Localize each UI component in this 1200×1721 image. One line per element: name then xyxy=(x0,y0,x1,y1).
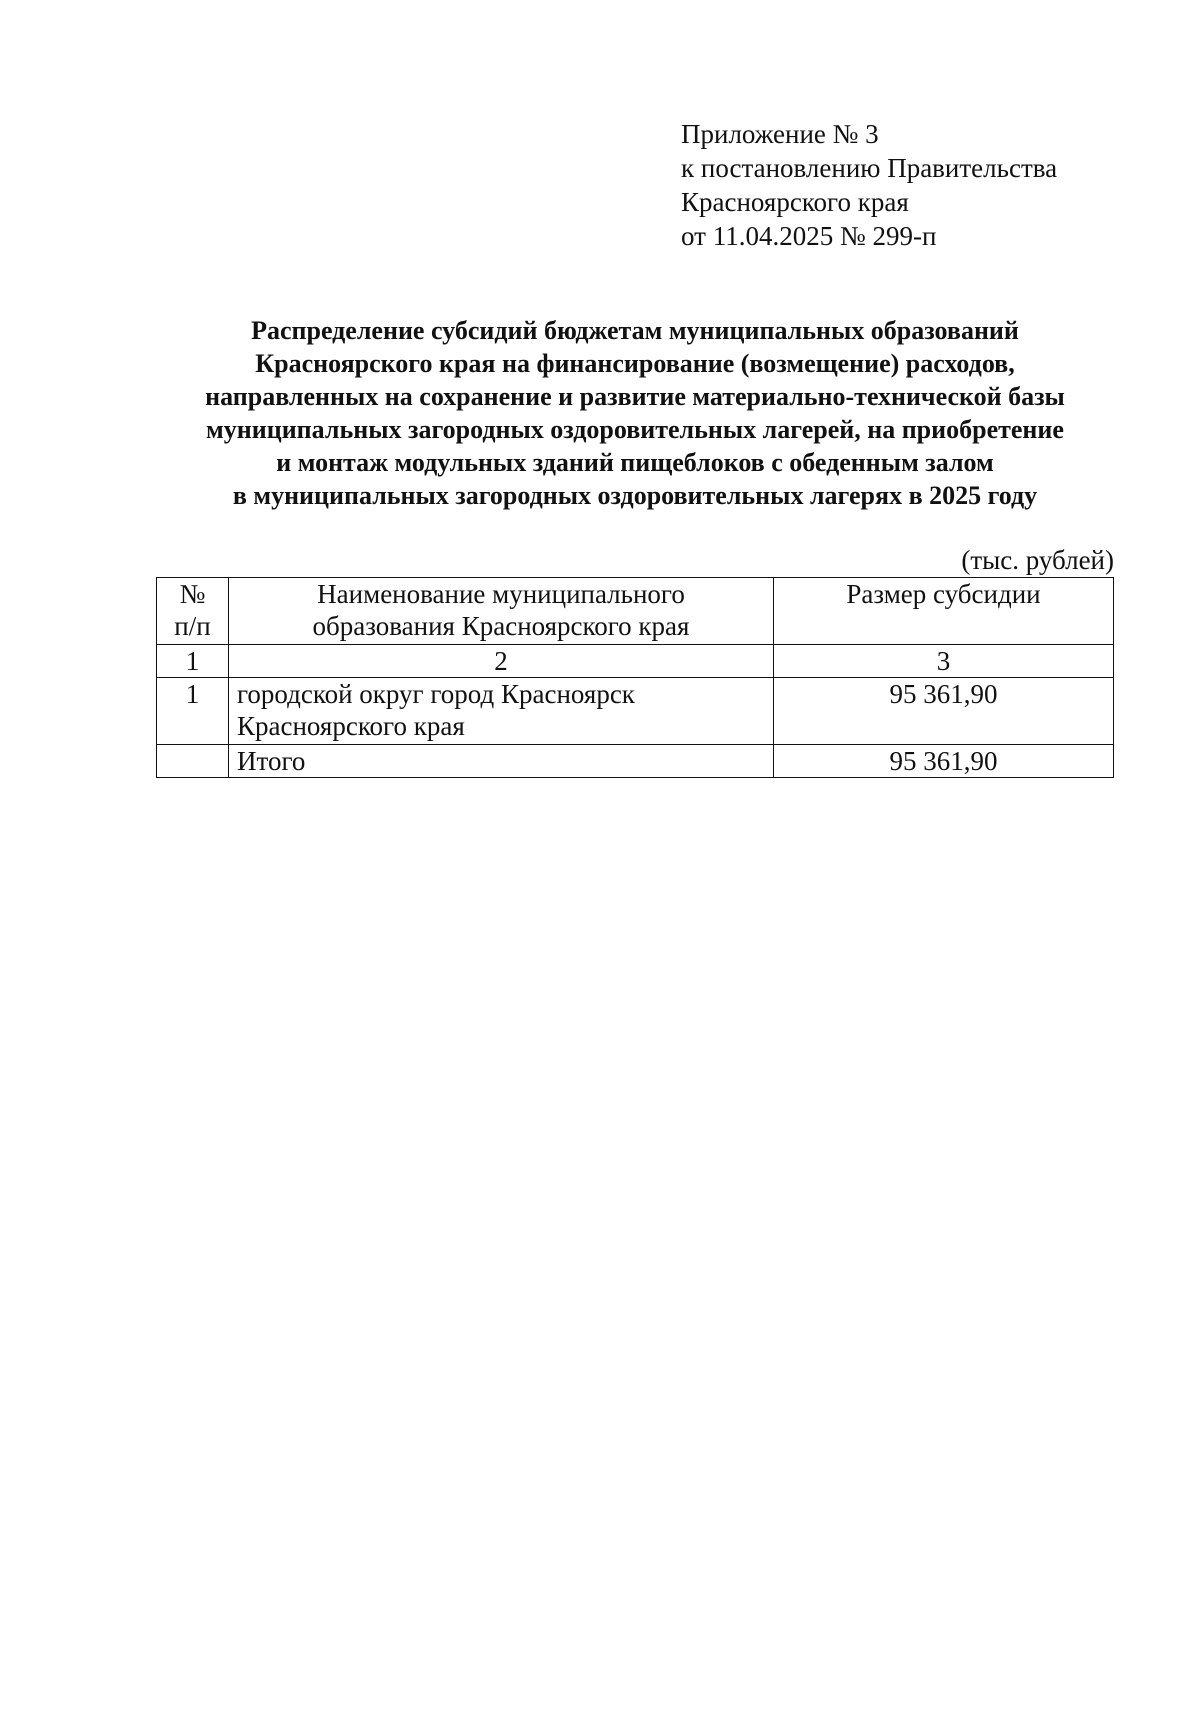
row-number: 1 xyxy=(157,678,229,745)
header-number xyxy=(157,578,229,645)
row-name xyxy=(229,678,774,745)
title-line: направленных на сохранение и развитие материально-технической базы xyxy=(205,382,1065,411)
row-name-line2: Красноярского края xyxy=(237,711,465,741)
row-size: 95 361,90 xyxy=(774,678,1114,745)
total-label: Итого xyxy=(229,745,774,778)
column-index: 3 xyxy=(774,645,1114,678)
appendix-date: от 11.04.2025 № 299-п xyxy=(681,221,937,251)
subsidy-table xyxy=(156,577,1114,778)
appendix-reference xyxy=(681,117,1057,253)
total-number-empty xyxy=(157,745,229,778)
title-line: и монтаж модульных зданий пищеблоков с обеденным залом xyxy=(276,448,994,477)
header-name-line2: образования Красноярского края xyxy=(312,611,690,641)
title-line: Распределение субсидий бюджетам муниципальных образований xyxy=(251,316,1019,345)
total-size: 95 361,90 xyxy=(774,745,1114,778)
appendix-region: Красноярского края xyxy=(681,187,909,217)
column-index: 2 xyxy=(229,645,774,678)
units-note: (тыс. рублей) xyxy=(961,545,1114,575)
title-line: Красноярского края на финансирование (возмещение) расходов, xyxy=(255,349,1015,378)
table-header-row xyxy=(157,578,1114,645)
header-name-line1: Наименование муниципального xyxy=(317,579,685,609)
header-name xyxy=(229,578,774,645)
column-index: 1 xyxy=(157,645,229,678)
column-index-row xyxy=(157,645,1114,678)
total-row xyxy=(157,745,1114,778)
row-name-line1: городской округ город Красноярск xyxy=(237,679,635,709)
header-size: Размер субсидии xyxy=(774,578,1114,645)
title-line: в муниципальных загородных оздоровительных лагерях в 2025 году xyxy=(232,481,1038,510)
table-row xyxy=(157,678,1114,745)
title-line: муниципальных загородных оздоровительных лагерей, на приобретение xyxy=(206,415,1064,444)
document-title xyxy=(140,314,1130,512)
appendix-number: Приложение № 3 xyxy=(681,119,879,149)
header-number-line2: п/п xyxy=(174,611,211,641)
header-number-line1: № xyxy=(179,579,206,609)
appendix-resolution: к постановлению Правительства xyxy=(681,153,1058,183)
